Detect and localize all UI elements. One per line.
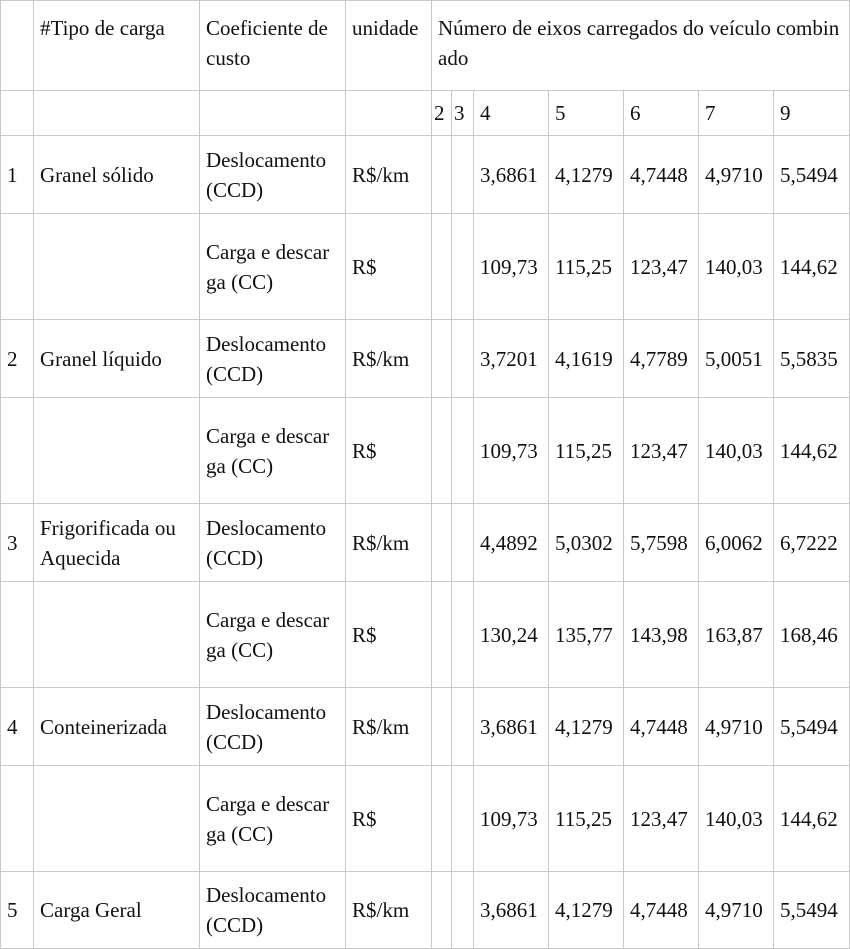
value-cell: 4,7789 [624,320,699,398]
value-cell [432,398,452,504]
value-cell: 3,7201 [474,320,549,398]
value-cell: 144,62 [774,766,850,872]
value-cell: 109,73 [474,214,549,320]
value-cell: 140,03 [699,398,774,504]
table-row [1,320,850,398]
value-cell [452,214,474,320]
row-unit: R$/km [346,504,432,582]
value-cell: 144,62 [774,398,850,504]
row-coef: Carga e descarga (CC) [200,398,346,504]
value-cell [432,872,452,949]
value-cell [452,582,474,688]
value-cell: 123,47 [624,398,699,504]
value-cell: 4,1279 [549,688,624,766]
axle-label: 6 [624,91,699,136]
table-row [1,214,850,320]
row-num [1,214,34,320]
row-tipo: Frigorificada ou Aquecida [34,504,200,582]
row-unit: R$/km [346,136,432,214]
value-cell: 4,9710 [699,688,774,766]
value-cell: 6,0062 [699,504,774,582]
value-cell [452,872,474,949]
value-cell: 4,7448 [624,688,699,766]
row-tipo: Carga Geral [34,872,200,949]
value-cell: 163,87 [699,582,774,688]
row-num: 1 [1,136,34,214]
axles-row [1,91,850,136]
row-num: 2 [1,320,34,398]
row-num [1,766,34,872]
value-cell: 3,6861 [474,872,549,949]
row-tipo [34,582,200,688]
header-numero-eixos: Número de eixos carregados do veículo combinado [432,1,850,91]
value-cell: 109,73 [474,398,549,504]
row-num: 4 [1,688,34,766]
row-tipo: Granel líquido [34,320,200,398]
table-row [1,504,850,582]
value-cell [432,688,452,766]
value-cell: 168,46 [774,582,850,688]
value-cell: 3,6861 [474,136,549,214]
value-cell: 4,1619 [549,320,624,398]
value-cell: 4,1279 [549,136,624,214]
value-cell: 5,5494 [774,688,850,766]
row-unit: R$ [346,766,432,872]
value-cell: 5,5494 [774,136,850,214]
value-cell [452,398,474,504]
value-cell: 115,25 [549,214,624,320]
axles-empty-cell [1,91,34,136]
header-tipo-de-carga: #Tipo de carga [34,1,200,91]
value-cell [452,504,474,582]
row-unit: R$ [346,398,432,504]
axles-empty-cell [346,91,432,136]
table-row [1,688,850,766]
row-coef: Deslocamento (CCD) [200,688,346,766]
row-tipo [34,214,200,320]
table-row [1,872,850,949]
row-num [1,582,34,688]
row-tipo: Conteinerizada [34,688,200,766]
value-cell: 109,73 [474,766,549,872]
value-cell [432,214,452,320]
header-unidade: unidade [346,1,432,91]
value-cell: 3,6861 [474,688,549,766]
axles-empty-cell [200,91,346,136]
value-cell: 5,0051 [699,320,774,398]
value-cell [452,688,474,766]
row-coef: Deslocamento (CCD) [200,872,346,949]
table-row [1,136,850,214]
value-cell: 5,7598 [624,504,699,582]
row-unit: R$/km [346,688,432,766]
row-unit: R$ [346,582,432,688]
value-cell: 5,5494 [774,872,850,949]
value-cell: 123,47 [624,766,699,872]
value-cell: 140,03 [699,766,774,872]
row-coef: Carga e descarga (CC) [200,582,346,688]
row-tipo [34,766,200,872]
row-unit: R$/km [346,872,432,949]
table-row [1,398,850,504]
row-coef: Deslocamento (CCD) [200,320,346,398]
value-cell: 5,5835 [774,320,850,398]
value-cell [432,320,452,398]
value-cell [432,136,452,214]
row-unit: R$ [346,214,432,320]
value-cell [452,136,474,214]
axle-label: 9 [774,91,850,136]
header-num [1,1,34,91]
row-num [1,398,34,504]
axles-empty-cell [34,91,200,136]
value-cell: 4,7448 [624,872,699,949]
value-cell: 144,62 [774,214,850,320]
value-cell: 143,98 [624,582,699,688]
value-cell [432,504,452,582]
row-tipo [34,398,200,504]
value-cell: 5,0302 [549,504,624,582]
row-num: 3 [1,504,34,582]
value-cell: 130,24 [474,582,549,688]
table-row [1,582,850,688]
row-coef: Deslocamento (CCD) [200,504,346,582]
row-coef: Carga e descarga (CC) [200,214,346,320]
value-cell [432,582,452,688]
value-cell [432,766,452,872]
axle-label: 3 [452,91,474,136]
value-cell: 4,9710 [699,872,774,949]
row-coef: Deslocamento (CCD) [200,136,346,214]
value-cell: 115,25 [549,398,624,504]
axle-label: 4 [474,91,549,136]
value-cell: 6,7222 [774,504,850,582]
axle-label: 2 [432,91,452,136]
value-cell: 4,7448 [624,136,699,214]
value-cell: 135,77 [549,582,624,688]
axle-label: 5 [549,91,624,136]
row-tipo: Granel sólido [34,136,200,214]
value-cell: 4,9710 [699,136,774,214]
row-coef: Carga e descarga (CC) [200,766,346,872]
value-cell [452,766,474,872]
header-coeficiente: Coeficiente de custo [200,1,346,91]
table-row [1,766,850,872]
value-cell: 4,4892 [474,504,549,582]
value-cell: 140,03 [699,214,774,320]
value-cell: 123,47 [624,214,699,320]
row-num: 5 [1,872,34,949]
value-cell: 4,1279 [549,872,624,949]
value-cell: 115,25 [549,766,624,872]
value-cell [452,320,474,398]
axle-label: 7 [699,91,774,136]
row-unit: R$/km [346,320,432,398]
header-row [1,1,850,91]
